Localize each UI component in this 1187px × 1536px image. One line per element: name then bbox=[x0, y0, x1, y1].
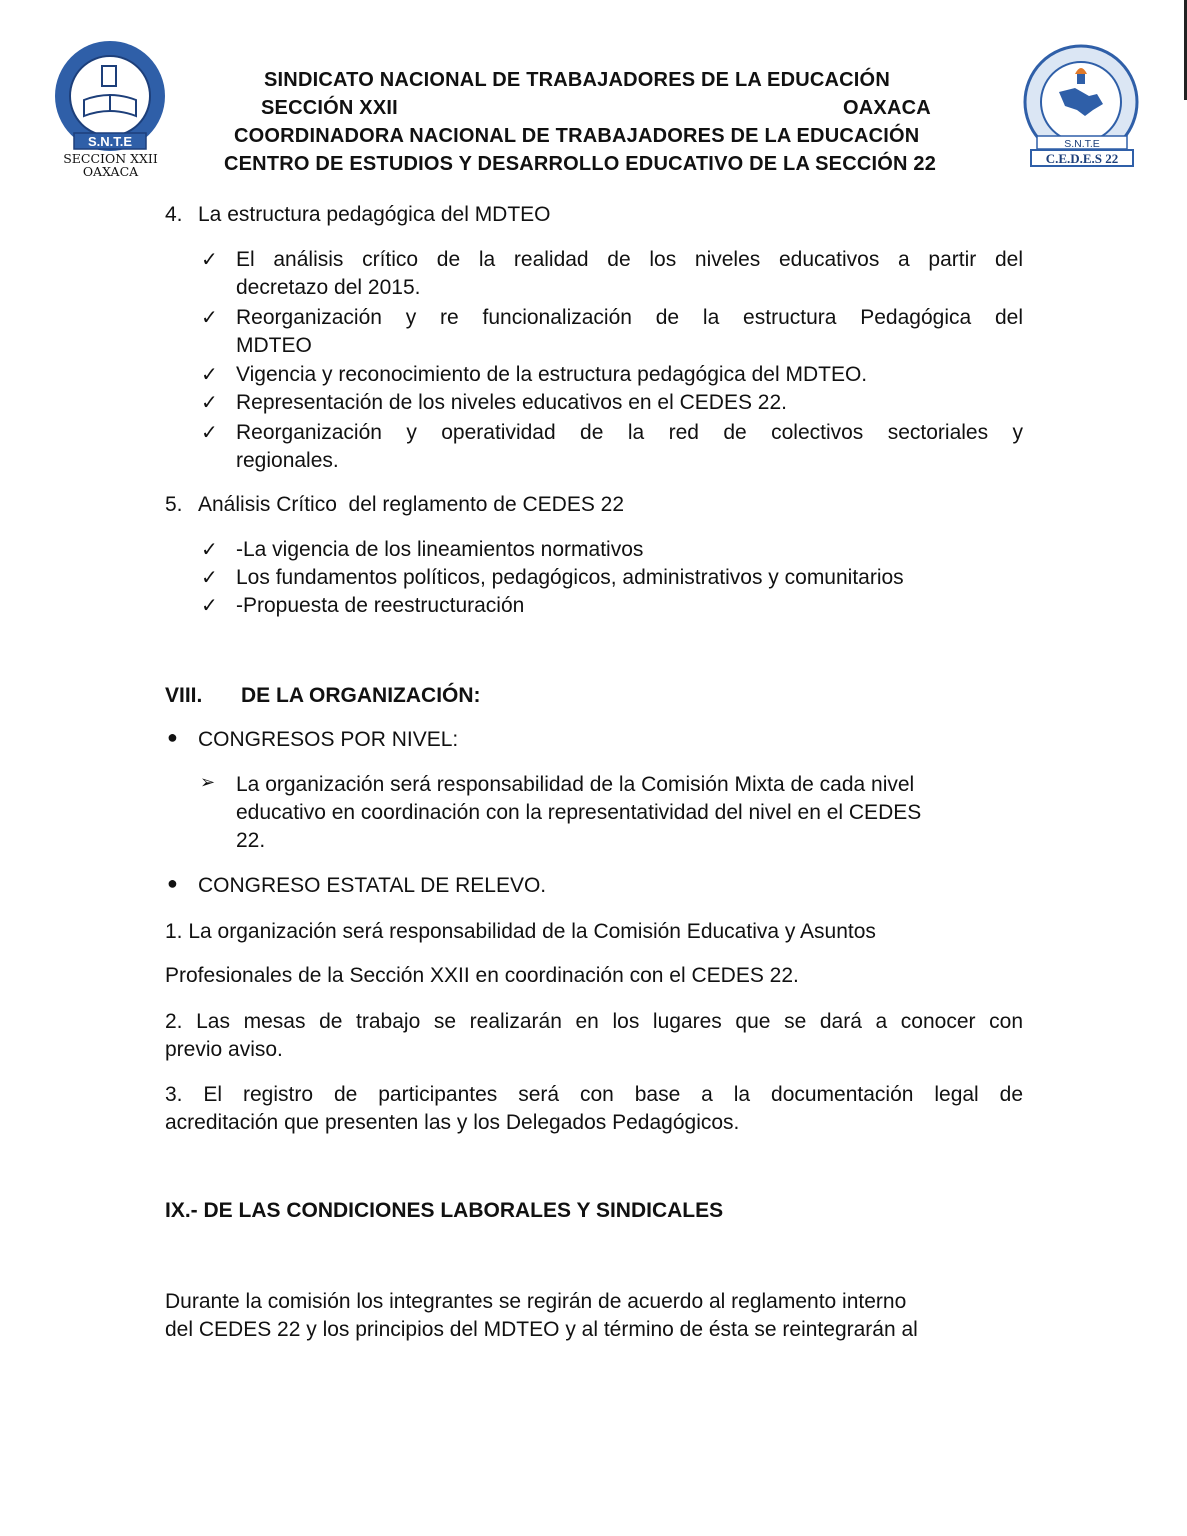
section-8-para-1-line-2: Profesionales de la Sección XXII en coordinación con el CEDES 22. bbox=[165, 964, 799, 987]
section-8-arrow-line-3: 22. bbox=[236, 829, 266, 852]
section-9-para-line-2: del CEDES 22 y los principios del MDTEO y al término de ésta se reintegrarán al bbox=[165, 1318, 918, 1341]
check-icon: ✓ bbox=[201, 567, 218, 589]
section-9-para-line-1: Durante la comisión los integrantes se regirán de acuerdo al reglamento interno bbox=[165, 1290, 907, 1313]
logo-caption-seccion: SECCION XXII bbox=[63, 151, 158, 166]
bullet-icon: ● bbox=[167, 727, 178, 747]
item-4-check-3: Vigencia y reconocimiento de la estructura pedagógica del MDTEO. bbox=[236, 363, 868, 386]
item-5-number: 5. bbox=[165, 493, 183, 516]
header-line-2-right: OAXACA bbox=[843, 97, 931, 119]
svg-text:C.E.D.E.S 22: C.E.D.E.S 22 bbox=[1045, 151, 1119, 166]
check-icon: ✓ bbox=[201, 364, 218, 386]
section-8-para-3-line-1: 3. El registro de participantes será con base a la documentación legal de bbox=[165, 1083, 1023, 1106]
check-icon: ✓ bbox=[201, 595, 218, 617]
item-4-check-5-line-2: regionales. bbox=[236, 449, 339, 472]
section-8-para-2-line-1: 2. Las mesas de trabajo se realizarán en los lugares que se dará a conocer con bbox=[165, 1010, 1023, 1033]
letterhead bbox=[0, 0, 1187, 190]
section-9-title: IX.- DE LAS CONDICIONES LABORALES Y SINDICALES bbox=[165, 1199, 724, 1222]
header-line-1: SINDICATO NACIONAL DE TRABAJADORES DE LA EDUCACIÓN bbox=[264, 69, 890, 91]
check-icon: ✓ bbox=[201, 249, 218, 271]
header-line-4: CENTRO DE ESTUDIOS Y DESARROLLO EDUCATIVO DE LA SECCIÓN 22 bbox=[224, 153, 937, 175]
item-4-check-1-line-1: El análisis crítico de la realidad de los niveles educativos a partir del bbox=[236, 248, 1023, 271]
item-4-check-2-line-2: MDTEO bbox=[236, 334, 312, 357]
cedes-22-logo bbox=[1015, 44, 1150, 174]
arrow-right-icon: ➢ bbox=[200, 772, 216, 792]
section-8-para-1-line-1: 1. La organización será responsabilidad de la Comisión Educativa y Asuntos bbox=[165, 920, 876, 943]
svg-text:S.N.T.E: S.N.T.E bbox=[87, 134, 133, 149]
item-5-check-3: -Propuesta de reestructuración bbox=[236, 594, 525, 617]
section-8-title: DE LA ORGANIZACIÓN: bbox=[241, 684, 481, 707]
section-8-arrow-line-1: La organización será responsabilidad de la Comisión Mixta de cada nivel bbox=[236, 773, 915, 796]
item-5-check-1: -La vigencia de los lineamientos normativos bbox=[236, 538, 644, 561]
svg-text:S.N.T.E: S.N.T.E bbox=[1064, 138, 1100, 150]
section-8-bullet-1: CONGRESOS POR NIVEL: bbox=[198, 728, 459, 751]
item-4-check-1-line-2: decretazo del 2015. bbox=[236, 276, 421, 299]
check-icon: ✓ bbox=[201, 392, 218, 414]
section-8-number: VIII. bbox=[165, 684, 203, 707]
section-8-para-3-line-2: acreditación que presenten las y los Delegados Pedagógicos. bbox=[165, 1111, 740, 1134]
item-4-check-4: Representación de los niveles educativos en el CEDES 22. bbox=[236, 391, 787, 414]
item-5-title: Análisis Crítico del reglamento de CEDES 22 bbox=[198, 493, 625, 516]
logo-caption-oaxaca: OAXACA bbox=[82, 164, 139, 179]
item-5-check-2: Los fundamentos políticos, pedagógicos, administrativos y comunitarios bbox=[236, 566, 904, 589]
section-8-bullet-2: CONGRESO ESTATAL DE RELEVO. bbox=[198, 874, 547, 897]
check-icon: ✓ bbox=[201, 307, 218, 329]
item-4-check-2-line-1: Reorganización y re funcionalización de la estructura Pedagógica del bbox=[236, 306, 1023, 329]
header-line-3: COORDINADORA NACIONAL DE TRABAJADORES DE LA EDUCACIÓN bbox=[234, 125, 920, 147]
section-8-arrow-line-2: educativo en coordinación con la representatividad del nivel en el CEDES bbox=[236, 801, 922, 824]
item-4-title: La estructura pedagógica del MDTEO bbox=[198, 203, 551, 226]
item-4-check-5-line-1: Reorganización y operatividad de la red de colectivos sectoriales y bbox=[236, 421, 1023, 444]
section-8-para-2-line-2: previo aviso. bbox=[165, 1038, 283, 1061]
bullet-icon: ● bbox=[167, 873, 178, 893]
check-icon: ✓ bbox=[201, 422, 218, 444]
header-line-2-left: SECCIÓN XXII bbox=[261, 97, 398, 119]
item-4-number: 4. bbox=[165, 203, 183, 226]
check-icon: ✓ bbox=[201, 539, 218, 561]
